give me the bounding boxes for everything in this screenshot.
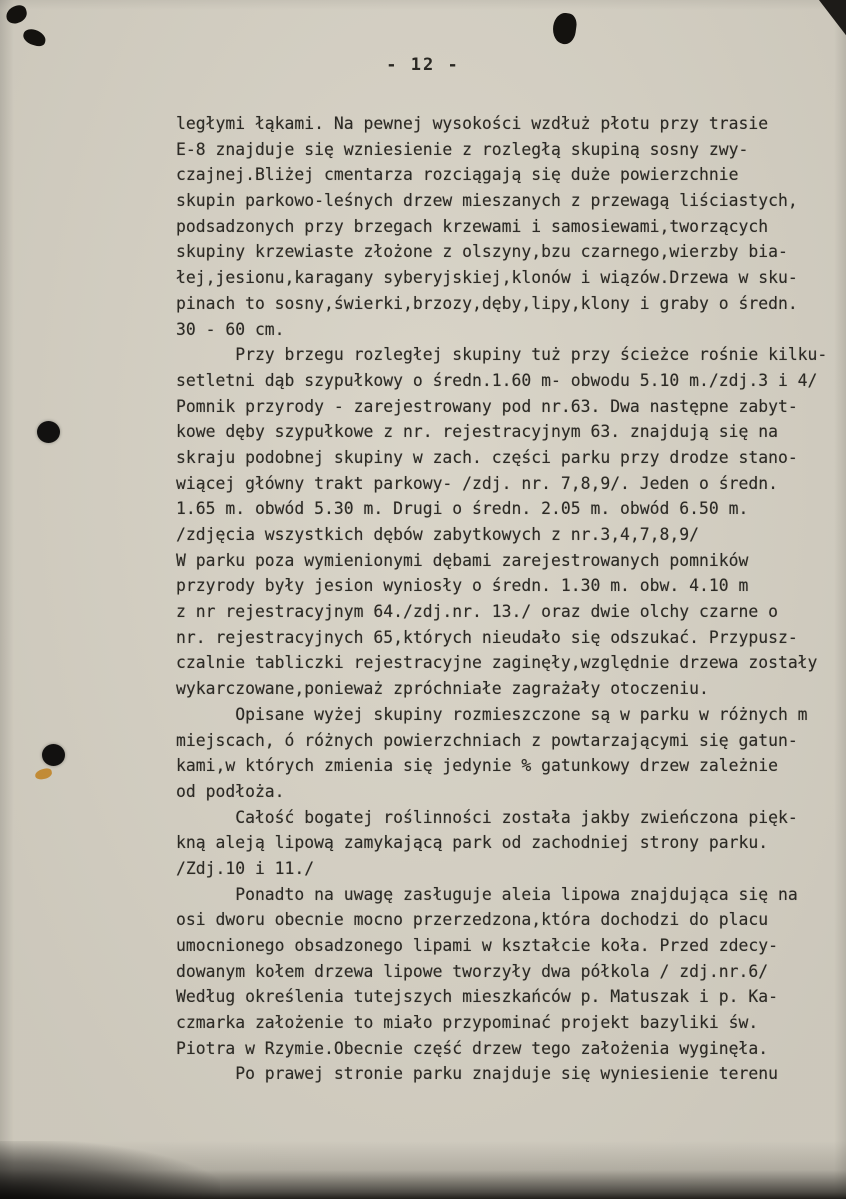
text-line: ległymi łąkami. Na pewnej wysokości wzdłuż płotu przy trasie	[176, 114, 769, 133]
text-line: kowe dęby szypułkowe z nr. rejestracyjnym 63. znajdują się na	[176, 422, 778, 442]
text-line: wykarczowane,ponieważ zpróchniałe zagrażały otoczeniu.	[176, 679, 709, 699]
scan-corner-mark-top-right	[794, 0, 846, 40]
text-line: Po prawej stronie parku znajduje się wyniesienie terenu	[176, 1064, 778, 1084]
hole-punch-bottom	[42, 744, 65, 766]
text-line: osi dworu obecnie mocno przerzedzona,która dochodzi do placu	[176, 910, 769, 930]
text-line: Piotra w Rzymie.Obecnie część drzew tego założenia wyginęła.	[176, 1038, 769, 1058]
page-number: - 12 -	[386, 55, 460, 75]
text-line: Opisane wyżej skupiny rozmieszczone są w parku w różnych m	[176, 704, 808, 724]
text-line: miejscach, ó różnych powierzchniach z powtarzającymi się gatun-	[176, 730, 798, 750]
text-line: dowanym kołem drzewa lipowe tworzyły dwa półkola / zdj.nr.6/	[176, 961, 769, 981]
text-line: podsadzonych przy brzegach krzewami i samosiewami,tworzących	[176, 216, 769, 236]
text-line: skraju podobnej skupiny w zach. części parku przy drodze stano-	[176, 447, 798, 467]
text-line: /zdjęcia wszystkich dębów zabytkowych z nr.3,4,7,8,9/	[176, 525, 700, 544]
text-line: /Zdj.10 i 11./	[176, 858, 315, 878]
text-line: kną aleją lipową zamykającą park od zachodniej strony parku.	[176, 833, 769, 853]
ink-blot-top-left-1	[4, 3, 29, 25]
text-line: umocnionego obsadzonego lipami w kształcie koła. Przed zdecy-	[176, 936, 778, 955]
text-line: Według określenia tutejszych mieszkańców p. Matuszak i p. Ka-	[176, 987, 778, 1007]
text-line: Ponadto na uwagę zasługuje aleia lipowa znajdująca się na	[176, 884, 798, 904]
text-line: czmarka założenie to miało przypominać projekt bazyliki św.	[176, 1013, 759, 1033]
text-line: Całość bogatej roślinności została jakby zwieńczona pięk-	[176, 807, 798, 827]
text-line: nr. rejestracyjnych 65,których nieudało się odszukać. Przypusz-	[176, 627, 798, 647]
text-line: setletni dąb szypułkowy o średn.1.60 m- obwodu 5.10 m./zdj.3 i 4/	[176, 370, 818, 390]
page-body	[176, 111, 826, 1087]
text-line: skupin parkowo-leśnych drzew mieszanych z przewagą liściastych,	[176, 191, 798, 211]
text-line: kami,w których zmienia się jedynie % gatunkowy drzew zależnie	[176, 756, 778, 776]
hole-punch-top	[37, 421, 60, 443]
text-line: W parku poza wymienionymi dębami zarejestrowanych pomników	[176, 550, 749, 570]
text-line: E-8 znajduje się wzniesienie z rozległą skupiną sosny zwy-	[176, 139, 749, 159]
text-line: skupiny krzewiaste złożone z olszyny,bzu czarnego,wierzby bia-	[176, 242, 788, 262]
text-line: pinach to sosny,świerki,brzozy,dęby,lipy,klony i graby o średn.	[176, 293, 798, 313]
text-line: łej,jesionu,karagany syberyjskiej,klonów i wiązów.Drzewa w sku-	[176, 268, 798, 288]
text-line: z nr rejestracyjnym 64./zdj.nr. 13./ oraz dwie olchy czarne o	[176, 602, 778, 622]
text-line: Przy brzegu rozległej skupiny tuż przy ścieżce rośnie kilku-	[176, 345, 828, 365]
text-line: czajnej.Bliżej cmentarza rozciągają się duże powierzchnie	[176, 165, 739, 185]
text-line: 30 - 60 cm.	[176, 319, 285, 339]
ink-blot-top-left-2	[21, 27, 48, 48]
text-line: czalnie tabliczki rejestracyjne zaginęły,względnie drzewa zostały	[176, 653, 818, 673]
scan-bottom-edge	[0, 1141, 846, 1199]
text-line: wiącej główny trakt parkowy- /zdj. nr. 7,8,9/. Jeden o średn.	[176, 473, 778, 493]
text-line: przyrody były jesion wyniosły o średn. 1.30 m. obw. 4.10 m	[176, 576, 749, 596]
orange-ink-stain	[34, 767, 53, 780]
ink-blot-top-right	[551, 12, 578, 46]
text-line: 1.65 m. obwód 5.30 m. Drugi o średn. 2.05 m. obwód 6.50 m.	[176, 499, 749, 519]
text-line: Pomnik przyrody - zarejestrowany pod nr.63. Dwa następne zabyt-	[176, 396, 798, 416]
text-line: od podłoża.	[176, 781, 285, 801]
